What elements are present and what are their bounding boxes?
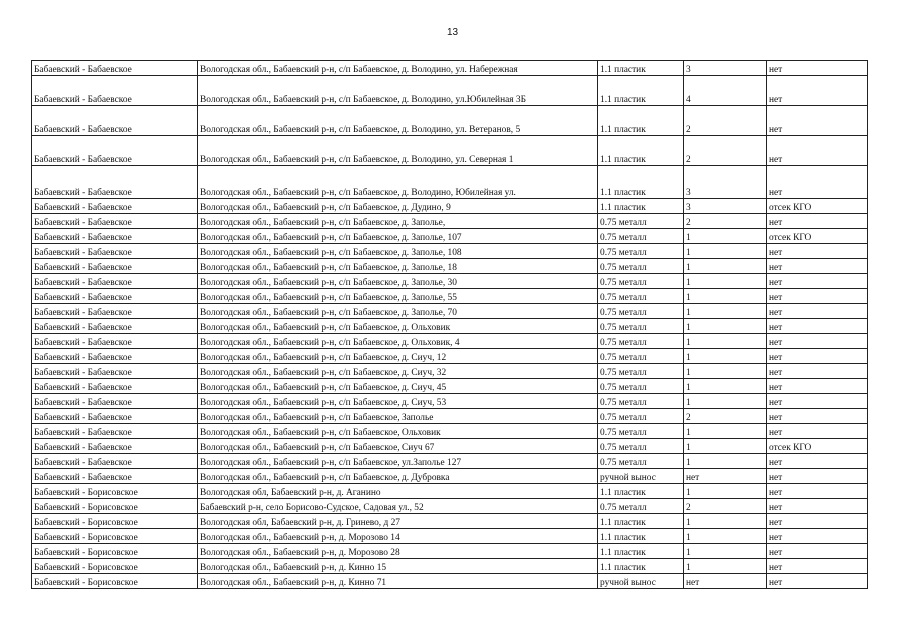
address-cell: Вологодская обл, Бабаевский р-н, д. Гринево, д 27 bbox=[198, 514, 598, 529]
container-count-cell: 3 bbox=[684, 199, 767, 214]
container-type-cell: 1.1 пластик bbox=[598, 484, 684, 499]
container-type-cell: 0.75 металл bbox=[598, 349, 684, 364]
district-cell: Бабаевский - Бабаевское bbox=[32, 304, 198, 319]
district-cell: Бабаевский - Бабаевское bbox=[32, 319, 198, 334]
container-type-cell: 1.1 пластик bbox=[598, 136, 684, 166]
table-row bbox=[32, 76, 868, 106]
container-type-cell: 0.75 металл bbox=[598, 259, 684, 274]
container-type-cell: 1.1 пластик bbox=[598, 514, 684, 529]
table-row bbox=[32, 334, 868, 349]
table-row bbox=[32, 349, 868, 364]
district-cell: Бабаевский - Бабаевское bbox=[32, 364, 198, 379]
page-number: 13 bbox=[446, 27, 459, 38]
table-body bbox=[32, 61, 868, 589]
district-cell: Бабаевский - Бабаевское bbox=[32, 289, 198, 304]
container-type-cell: 1.1 пластик bbox=[598, 559, 684, 574]
district-cell: Бабаевский - Борисовское bbox=[32, 514, 198, 529]
container-count-cell: 1 bbox=[684, 349, 767, 364]
container-type-cell: 0.75 металл bbox=[598, 274, 684, 289]
container-type-cell: 1.1 пластик bbox=[598, 166, 684, 199]
container-count-cell: 1 bbox=[684, 559, 767, 574]
bulky-waste-cell: нет bbox=[767, 454, 868, 469]
bulky-waste-cell: отсек КГО bbox=[767, 439, 868, 454]
container-type-cell: 0.75 металл bbox=[598, 499, 684, 514]
table-row bbox=[32, 304, 868, 319]
container-type-cell: 1.1 пластик bbox=[598, 199, 684, 214]
container-count-cell: 1 bbox=[684, 454, 767, 469]
container-count-cell: нет bbox=[684, 574, 767, 589]
address-cell: Вологодская обл., Бабаевский р-н, с/п Бабаевское, Заполье bbox=[198, 409, 598, 424]
container-type-cell: 0.75 металл bbox=[598, 424, 684, 439]
container-count-cell: 1 bbox=[684, 529, 767, 544]
district-cell: Бабаевский - Борисовское bbox=[32, 499, 198, 514]
district-cell: Бабаевский - Бабаевское bbox=[32, 394, 198, 409]
container-sites-table bbox=[31, 60, 868, 589]
address-cell: Вологодская обл, Бабаевский р-н, д. Аганино bbox=[198, 484, 598, 499]
district-cell: Бабаевский - Бабаевское bbox=[32, 439, 198, 454]
district-cell: Бабаевский - Бабаевское bbox=[32, 76, 198, 106]
address-cell: Вологодская обл., Бабаевский р-н, с/п Бабаевское, д. Ольховик bbox=[198, 319, 598, 334]
address-cell: Вологодская обл., Бабаевский р-н, с/п Бабаевское, д. Володино, ул. Ветеранов, 5 bbox=[198, 106, 598, 136]
district-cell: Бабаевский - Борисовское bbox=[32, 529, 198, 544]
container-count-cell: 1 bbox=[684, 544, 767, 559]
container-type-cell: 0.75 металл bbox=[598, 319, 684, 334]
address-cell: Бабаевский р-н, село Борисово-Судское, Садовая ул., 52 bbox=[198, 499, 598, 514]
bulky-waste-cell: нет bbox=[767, 559, 868, 574]
table-row bbox=[32, 499, 868, 514]
container-count-cell: 2 bbox=[684, 409, 767, 424]
table-row bbox=[32, 379, 868, 394]
address-cell: Вологодская обл., Бабаевский р-н, с/п Бабаевское, д. Заполье, 107 bbox=[198, 229, 598, 244]
bulky-waste-cell: нет bbox=[767, 106, 868, 136]
container-type-cell: 0.75 металл bbox=[598, 409, 684, 424]
bulky-waste-cell: нет bbox=[767, 274, 868, 289]
address-cell: Вологодская обл., Бабаевский р-н, с/п Бабаевское, д. Володино, ул. Набережная bbox=[198, 61, 598, 76]
address-cell: Вологодская обл., Бабаевский р-н, с/п Бабаевское, д. Сиуч, 45 bbox=[198, 379, 598, 394]
table-row bbox=[32, 319, 868, 334]
table-row bbox=[32, 484, 868, 499]
bulky-waste-cell: нет bbox=[767, 469, 868, 484]
bulky-waste-cell: нет bbox=[767, 379, 868, 394]
table-row bbox=[32, 439, 868, 454]
bulky-waste-cell: нет bbox=[767, 136, 868, 166]
address-cell: Вологодская обл., Бабаевский р-н, д. Кинно 71 bbox=[198, 574, 598, 589]
bulky-waste-cell: нет bbox=[767, 304, 868, 319]
district-cell: Бабаевский - Бабаевское bbox=[32, 379, 198, 394]
container-type-cell: 0.75 металл bbox=[598, 454, 684, 469]
district-cell: Бабаевский - Бабаевское bbox=[32, 244, 198, 259]
container-count-cell: 1 bbox=[684, 394, 767, 409]
address-cell: Вологодская обл., Бабаевский р-н, с/п Бабаевское, д. Заполье, bbox=[198, 214, 598, 229]
container-count-cell: 2 bbox=[684, 106, 767, 136]
address-cell: Вологодская обл., Бабаевский р-н, с/п Бабаевское, д. Володино, ул.Юбилейная 3Б bbox=[198, 76, 598, 106]
table-row bbox=[32, 559, 868, 574]
table-row bbox=[32, 106, 868, 136]
table-row bbox=[32, 574, 868, 589]
container-type-cell: 1.1 пластик bbox=[598, 76, 684, 106]
container-type-cell: ручной вынос bbox=[598, 469, 684, 484]
container-count-cell: 2 bbox=[684, 136, 767, 166]
district-cell: Бабаевский - Бабаевское bbox=[32, 259, 198, 274]
address-cell: Вологодская обл., Бабаевский р-н, с/п Бабаевское, д. Дубровка bbox=[198, 469, 598, 484]
bulky-waste-cell: нет bbox=[767, 61, 868, 76]
bulky-waste-cell: нет bbox=[767, 166, 868, 199]
container-count-cell: 3 bbox=[684, 166, 767, 199]
bulky-waste-cell: нет bbox=[767, 259, 868, 274]
container-type-cell: 0.75 металл bbox=[598, 439, 684, 454]
container-count-cell: 1 bbox=[684, 484, 767, 499]
address-cell: Вологодская обл., Бабаевский р-н, с/п Бабаевское, ул.Заполье 127 bbox=[198, 454, 598, 469]
table-row bbox=[32, 61, 868, 76]
table-row bbox=[32, 136, 868, 166]
container-count-cell: 1 bbox=[684, 424, 767, 439]
district-cell: Бабаевский - Бабаевское bbox=[32, 409, 198, 424]
district-cell: Бабаевский - Бабаевское bbox=[32, 214, 198, 229]
container-count-cell: 1 bbox=[684, 379, 767, 394]
address-cell: Вологодская обл., Бабаевский р-н, с/п Бабаевское, д. Володино, Юбилейная ул. bbox=[198, 166, 598, 199]
address-cell: Вологодская обл., Бабаевский р-н, с/п Бабаевское, д. Заполье, 70 bbox=[198, 304, 598, 319]
district-cell: Бабаевский - Бабаевское bbox=[32, 229, 198, 244]
bulky-waste-cell: нет bbox=[767, 544, 868, 559]
container-count-cell: нет bbox=[684, 469, 767, 484]
bulky-waste-cell: нет bbox=[767, 529, 868, 544]
district-cell: Бабаевский - Бабаевское bbox=[32, 61, 198, 76]
table-row bbox=[32, 544, 868, 559]
district-cell: Бабаевский - Бабаевское bbox=[32, 274, 198, 289]
address-cell: Вологодская обл., Бабаевский р-н, с/п Бабаевское, д. Володино, ул. Северная 1 bbox=[198, 136, 598, 166]
district-cell: Бабаевский - Борисовское bbox=[32, 544, 198, 559]
container-type-cell: 0.75 металл bbox=[598, 229, 684, 244]
container-count-cell: 1 bbox=[684, 244, 767, 259]
container-type-cell: 0.75 металл bbox=[598, 364, 684, 379]
address-cell: Вологодская обл., Бабаевский р-н, с/п Бабаевское, д. Заполье, 18 bbox=[198, 259, 598, 274]
table-row bbox=[32, 364, 868, 379]
container-count-cell: 1 bbox=[684, 304, 767, 319]
district-cell: Бабаевский - Бабаевское bbox=[32, 106, 198, 136]
container-count-cell: 2 bbox=[684, 214, 767, 229]
bulky-waste-cell: нет bbox=[767, 514, 868, 529]
address-cell: Вологодская обл., Бабаевский р-н, с/п Бабаевское, Сиуч 67 bbox=[198, 439, 598, 454]
bulky-waste-cell: нет bbox=[767, 334, 868, 349]
bulky-waste-cell: отсек КГО bbox=[767, 199, 868, 214]
address-cell: Вологодская обл., Бабаевский р-н, д. Кинно 15 bbox=[198, 559, 598, 574]
bulky-waste-cell: нет bbox=[767, 424, 868, 439]
container-type-cell: ручной вынос bbox=[598, 574, 684, 589]
bulky-waste-cell: нет bbox=[767, 349, 868, 364]
bulky-waste-cell: нет bbox=[767, 484, 868, 499]
bulky-waste-cell: нет bbox=[767, 214, 868, 229]
district-cell: Бабаевский - Борисовское bbox=[32, 484, 198, 499]
district-cell: Бабаевский - Бабаевское bbox=[32, 199, 198, 214]
district-cell: Бабаевский - Бабаевское bbox=[32, 166, 198, 199]
table-row bbox=[32, 214, 868, 229]
container-count-cell: 1 bbox=[684, 259, 767, 274]
bulky-waste-cell: нет bbox=[767, 289, 868, 304]
table-row bbox=[32, 469, 868, 484]
bulky-waste-cell: нет bbox=[767, 394, 868, 409]
district-cell: Бабаевский - Бабаевское bbox=[32, 334, 198, 349]
container-count-cell: 1 bbox=[684, 319, 767, 334]
address-cell: Вологодская обл., Бабаевский р-н, с/п Бабаевское, д. Заполье, 55 bbox=[198, 289, 598, 304]
bulky-waste-cell: отсек КГО bbox=[767, 229, 868, 244]
container-type-cell: 0.75 металл bbox=[598, 244, 684, 259]
district-cell: Бабаевский - Бабаевское bbox=[32, 136, 198, 166]
address-cell: Вологодская обл., Бабаевский р-н, с/п Бабаевское, д. Сиуч, 53 bbox=[198, 394, 598, 409]
bulky-waste-cell: нет bbox=[767, 76, 868, 106]
container-count-cell: 2 bbox=[684, 499, 767, 514]
table-row bbox=[32, 274, 868, 289]
container-type-cell: 0.75 металл bbox=[598, 289, 684, 304]
table-row bbox=[32, 259, 868, 274]
address-cell: Вологодская обл., Бабаевский р-н, д. Морозово 28 bbox=[198, 544, 598, 559]
table-row bbox=[32, 424, 868, 439]
table-row bbox=[32, 529, 868, 544]
bulky-waste-cell: нет bbox=[767, 409, 868, 424]
address-cell: Вологодская обл., Бабаевский р-н, с/п Бабаевское, д. Сиуч, 12 bbox=[198, 349, 598, 364]
bulky-waste-cell: нет bbox=[767, 364, 868, 379]
container-type-cell: 0.75 металл bbox=[598, 214, 684, 229]
address-cell: Вологодская обл., Бабаевский р-н, с/п Бабаевское, д. Дудино, 9 bbox=[198, 199, 598, 214]
container-type-cell: 0.75 металл bbox=[598, 304, 684, 319]
address-cell: Вологодская обл., Бабаевский р-н, с/п Бабаевское, д. Ольховик, 4 bbox=[198, 334, 598, 349]
container-type-cell: 0.75 металл bbox=[598, 334, 684, 349]
address-cell: Вологодская обл., Бабаевский р-н, с/п Бабаевское, д. Заполье, 108 bbox=[198, 244, 598, 259]
container-type-cell: 0.75 металл bbox=[598, 394, 684, 409]
bulky-waste-cell: нет bbox=[767, 319, 868, 334]
district-cell: Бабаевский - Борисовское bbox=[32, 559, 198, 574]
address-cell: Вологодская обл., Бабаевский р-н, с/п Бабаевское, Ольховик bbox=[198, 424, 598, 439]
district-cell: Бабаевский - Бабаевское bbox=[32, 454, 198, 469]
container-type-cell: 1.1 пластик bbox=[598, 61, 684, 76]
address-cell: Вологодская обл., Бабаевский р-н, д. Морозово 14 bbox=[198, 529, 598, 544]
container-count-cell: 1 bbox=[684, 334, 767, 349]
district-cell: Бабаевский - Бабаевское bbox=[32, 424, 198, 439]
container-count-cell: 1 bbox=[684, 514, 767, 529]
district-cell: Бабаевский - Бабаевское bbox=[32, 349, 198, 364]
table-row bbox=[32, 199, 868, 214]
container-type-cell: 1.1 пластик bbox=[598, 529, 684, 544]
table-row bbox=[32, 394, 868, 409]
container-count-cell: 1 bbox=[684, 439, 767, 454]
table-row bbox=[32, 229, 868, 244]
table-row bbox=[32, 244, 868, 259]
table-row bbox=[32, 409, 868, 424]
bulky-waste-cell: нет bbox=[767, 574, 868, 589]
table-row bbox=[32, 514, 868, 529]
container-count-cell: 3 bbox=[684, 61, 767, 76]
district-cell: Бабаевский - Борисовское bbox=[32, 574, 198, 589]
container-type-cell: 0.75 металл bbox=[598, 379, 684, 394]
table-row bbox=[32, 454, 868, 469]
address-cell: Вологодская обл., Бабаевский р-н, с/п Бабаевское, д. Сиуч, 32 bbox=[198, 364, 598, 379]
container-count-cell: 1 bbox=[684, 364, 767, 379]
container-type-cell: 1.1 пластик bbox=[598, 106, 684, 136]
container-count-cell: 1 bbox=[684, 289, 767, 304]
table-row bbox=[32, 289, 868, 304]
table-row bbox=[32, 166, 868, 199]
container-count-cell: 1 bbox=[684, 274, 767, 289]
address-cell: Вологодская обл., Бабаевский р-н, с/п Бабаевское, д. Заполье, 30 bbox=[198, 274, 598, 289]
container-count-cell: 1 bbox=[684, 229, 767, 244]
container-count-cell: 4 bbox=[684, 76, 767, 106]
district-cell: Бабаевский - Бабаевское bbox=[32, 469, 198, 484]
bulky-waste-cell: нет bbox=[767, 499, 868, 514]
container-type-cell: 1.1 пластик bbox=[598, 544, 684, 559]
bulky-waste-cell: нет bbox=[767, 244, 868, 259]
